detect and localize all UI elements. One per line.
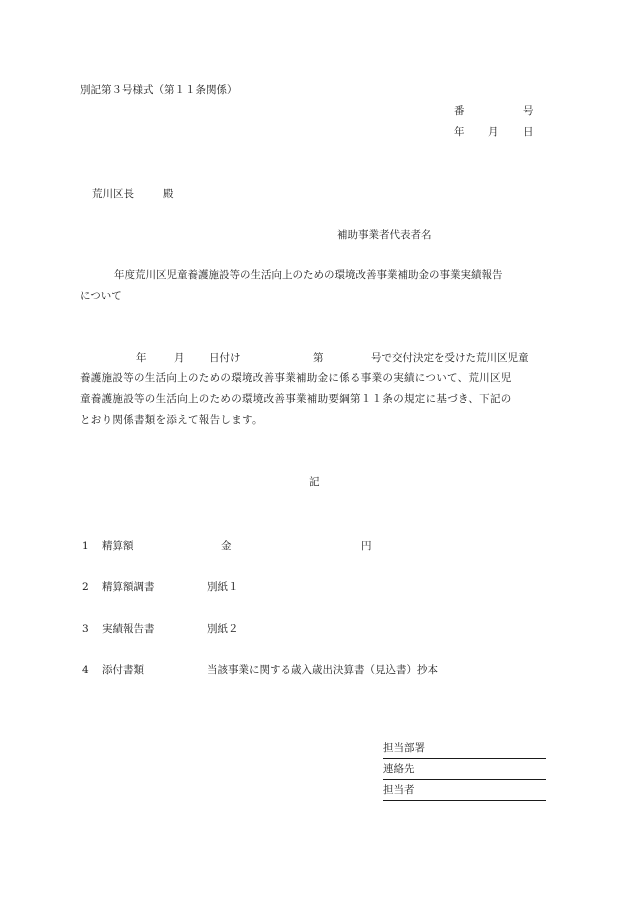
body-line-1-tail: 号で交付決定を受けた荒川区児童 — [371, 352, 529, 364]
contact-person-label: 担当者 — [383, 784, 415, 796]
item-2-value: 別紙１ — [207, 581, 239, 593]
item-1-value: 金 — [221, 540, 232, 552]
item-4-label: 添付書類 — [102, 664, 144, 676]
subject-line-2: について — [80, 290, 122, 302]
contact-phone-line — [383, 763, 546, 780]
date-year-label: 年 — [454, 126, 465, 138]
contact-department-label: 担当部署 — [383, 742, 425, 754]
body-line-3: 童養護施設等の生活向上のための環境改善事業補助要綱第１１条の規定に基づき、下記の — [80, 393, 512, 405]
addressee-name: 荒川区長 — [92, 188, 134, 200]
item-3-label: 実績報告書 — [102, 623, 155, 635]
item-1-number: 1 — [82, 540, 89, 552]
date-month-label: 月 — [488, 126, 499, 138]
item-4-value: 当該事業に関する歳入歳出決算書（見込書）抄本 — [207, 664, 438, 676]
body-month-label: 月 — [174, 352, 185, 364]
body-dai-label: 第 — [313, 352, 324, 364]
number-label-go: 号 — [523, 105, 534, 117]
contact-department-line — [383, 742, 546, 759]
ki-heading: 記 — [309, 476, 320, 488]
item-3-number: 3 — [82, 623, 89, 635]
applicant-label: 補助事業者代表者名 — [337, 229, 432, 241]
item-1-label: 精算額 — [102, 540, 134, 552]
body-line-4: とおり関係書類を添えて報告します。 — [80, 414, 263, 426]
item-2-label: 精算額調書 — [102, 581, 155, 593]
item-1-value-yen: 円 — [361, 540, 372, 552]
number-label-ban: 番 — [454, 105, 465, 117]
addressee-honorific: 殿 — [163, 188, 174, 200]
contact-phone-label: 連絡先 — [383, 763, 415, 775]
item-3-value: 別紙２ — [207, 623, 239, 635]
body-line-2: 養護施設等の生活向上のための環境改善事業補助金に係る事業の実績について、荒川区児 — [80, 372, 512, 384]
body-year-label: 年 — [136, 352, 147, 364]
subject-line-1: 年度荒川区児童養護施設等の生活向上のための環境改善事業補助金の事業実績報告 — [114, 269, 503, 281]
body-dated-label: 日付け — [209, 352, 241, 364]
item-4-number: 4 — [82, 664, 89, 676]
item-2-number: 2 — [82, 581, 89, 593]
form-header: 別記第３号様式（第１１条関係） — [80, 84, 238, 96]
date-day-label: 日 — [523, 126, 534, 138]
contact-person-line — [383, 784, 546, 801]
